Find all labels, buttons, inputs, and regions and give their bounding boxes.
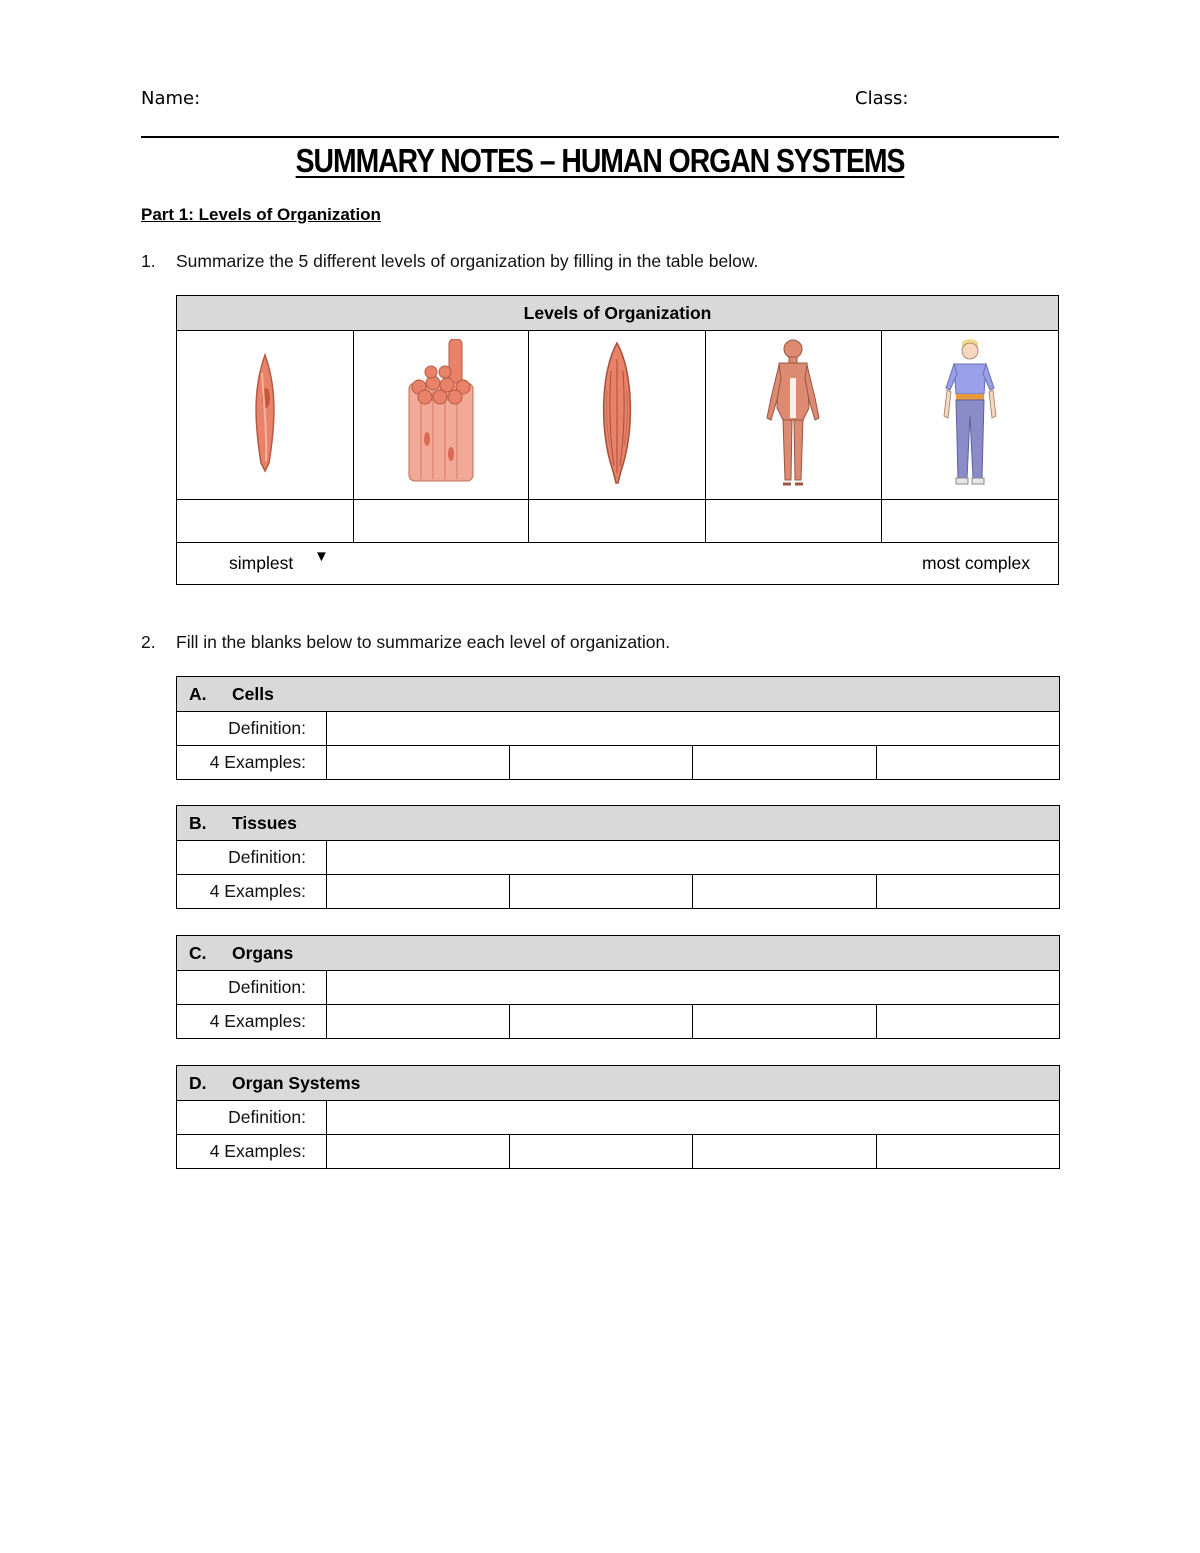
example-answer-2[interactable] bbox=[510, 1005, 693, 1039]
definition-label: Definition: bbox=[177, 971, 327, 1005]
header-rule bbox=[141, 136, 1059, 138]
section-letter: D. bbox=[189, 1072, 207, 1093]
examples-label: 4 Examples: bbox=[177, 746, 327, 780]
section-header bbox=[177, 936, 1060, 971]
definition-answer[interactable] bbox=[327, 841, 1060, 875]
human-organism-image bbox=[881, 331, 1058, 500]
level-answer-4[interactable] bbox=[705, 500, 881, 543]
section-cells-table bbox=[176, 676, 1060, 780]
definition-answer[interactable] bbox=[327, 971, 1060, 1005]
section-title: Organs bbox=[232, 942, 294, 963]
question-1 bbox=[141, 251, 758, 272]
definition-answer[interactable] bbox=[327, 712, 1060, 746]
section-title: Cells bbox=[232, 683, 274, 704]
muscle-cell-image bbox=[177, 331, 354, 500]
level-answer-2[interactable] bbox=[354, 500, 529, 543]
example-answer-2[interactable] bbox=[510, 1135, 693, 1169]
question-2-number: 2. bbox=[141, 632, 156, 652]
example-answer-4[interactable] bbox=[877, 875, 1060, 909]
example-answer-1[interactable] bbox=[327, 1135, 510, 1169]
example-answer-2[interactable] bbox=[510, 875, 693, 909]
question-2-text: Fill in the blanks below to summarize each level of organization. bbox=[176, 632, 671, 652]
complexity-scale bbox=[177, 543, 1059, 585]
level-answer-5[interactable] bbox=[881, 500, 1058, 543]
muscle-organ-image bbox=[529, 331, 705, 500]
definition-label: Definition: bbox=[177, 841, 327, 875]
section-title: Tissues bbox=[232, 812, 297, 833]
example-answer-1[interactable] bbox=[327, 1005, 510, 1039]
section-organs-table bbox=[176, 935, 1060, 1039]
levels-table-header: Levels of Organization bbox=[177, 296, 1059, 331]
definition-label: Definition: bbox=[177, 712, 327, 746]
example-answer-4[interactable] bbox=[877, 1135, 1060, 1169]
level-answer-1[interactable] bbox=[177, 500, 354, 543]
example-answer-3[interactable] bbox=[693, 1005, 877, 1039]
example-answer-3[interactable] bbox=[693, 1135, 877, 1169]
example-answer-3[interactable] bbox=[693, 746, 877, 780]
question-1-text: Summarize the 5 different levels of organization by filling in the table below. bbox=[176, 251, 759, 271]
example-answer-1[interactable] bbox=[327, 746, 510, 780]
example-answer-4[interactable] bbox=[877, 1005, 1060, 1039]
section-header bbox=[177, 806, 1060, 841]
section-letter: A. bbox=[189, 683, 207, 704]
examples-label: 4 Examples: bbox=[177, 1135, 327, 1169]
levels-table bbox=[176, 295, 1059, 585]
section-letter: B. bbox=[189, 812, 207, 833]
level-answer-3[interactable] bbox=[529, 500, 705, 543]
examples-label: 4 Examples: bbox=[177, 1005, 327, 1039]
section-header bbox=[177, 1066, 1060, 1101]
muscular-system-image bbox=[705, 331, 881, 500]
section-tissues-table bbox=[176, 805, 1060, 909]
page-title: SUMMARY NOTES – HUMAN ORGAN SYSTEMS bbox=[295, 142, 905, 179]
arrow-down-icon: ▼ bbox=[314, 548, 329, 565]
definition-label: Definition: bbox=[177, 1101, 327, 1135]
example-answer-2[interactable] bbox=[510, 746, 693, 780]
class-label: Class: bbox=[855, 88, 909, 109]
most-complex-label: most complex bbox=[922, 553, 1030, 573]
definition-answer[interactable] bbox=[327, 1101, 1060, 1135]
section-letter: C. bbox=[189, 942, 207, 963]
example-answer-4[interactable] bbox=[877, 746, 1060, 780]
question-2 bbox=[141, 632, 670, 653]
example-answer-1[interactable] bbox=[327, 875, 510, 909]
examples-label: 4 Examples: bbox=[177, 875, 327, 909]
question-1-number: 1. bbox=[141, 251, 156, 271]
part-1-heading: Part 1: Levels of Organization bbox=[141, 205, 381, 224]
section-title: Organ Systems bbox=[232, 1072, 361, 1093]
section-organ-systems-table bbox=[176, 1065, 1060, 1169]
simplest-label: simplest bbox=[229, 553, 294, 573]
name-label: Name: bbox=[141, 88, 201, 109]
section-header bbox=[177, 677, 1060, 712]
example-answer-3[interactable] bbox=[693, 875, 877, 909]
muscle-tissue-image bbox=[354, 331, 529, 500]
